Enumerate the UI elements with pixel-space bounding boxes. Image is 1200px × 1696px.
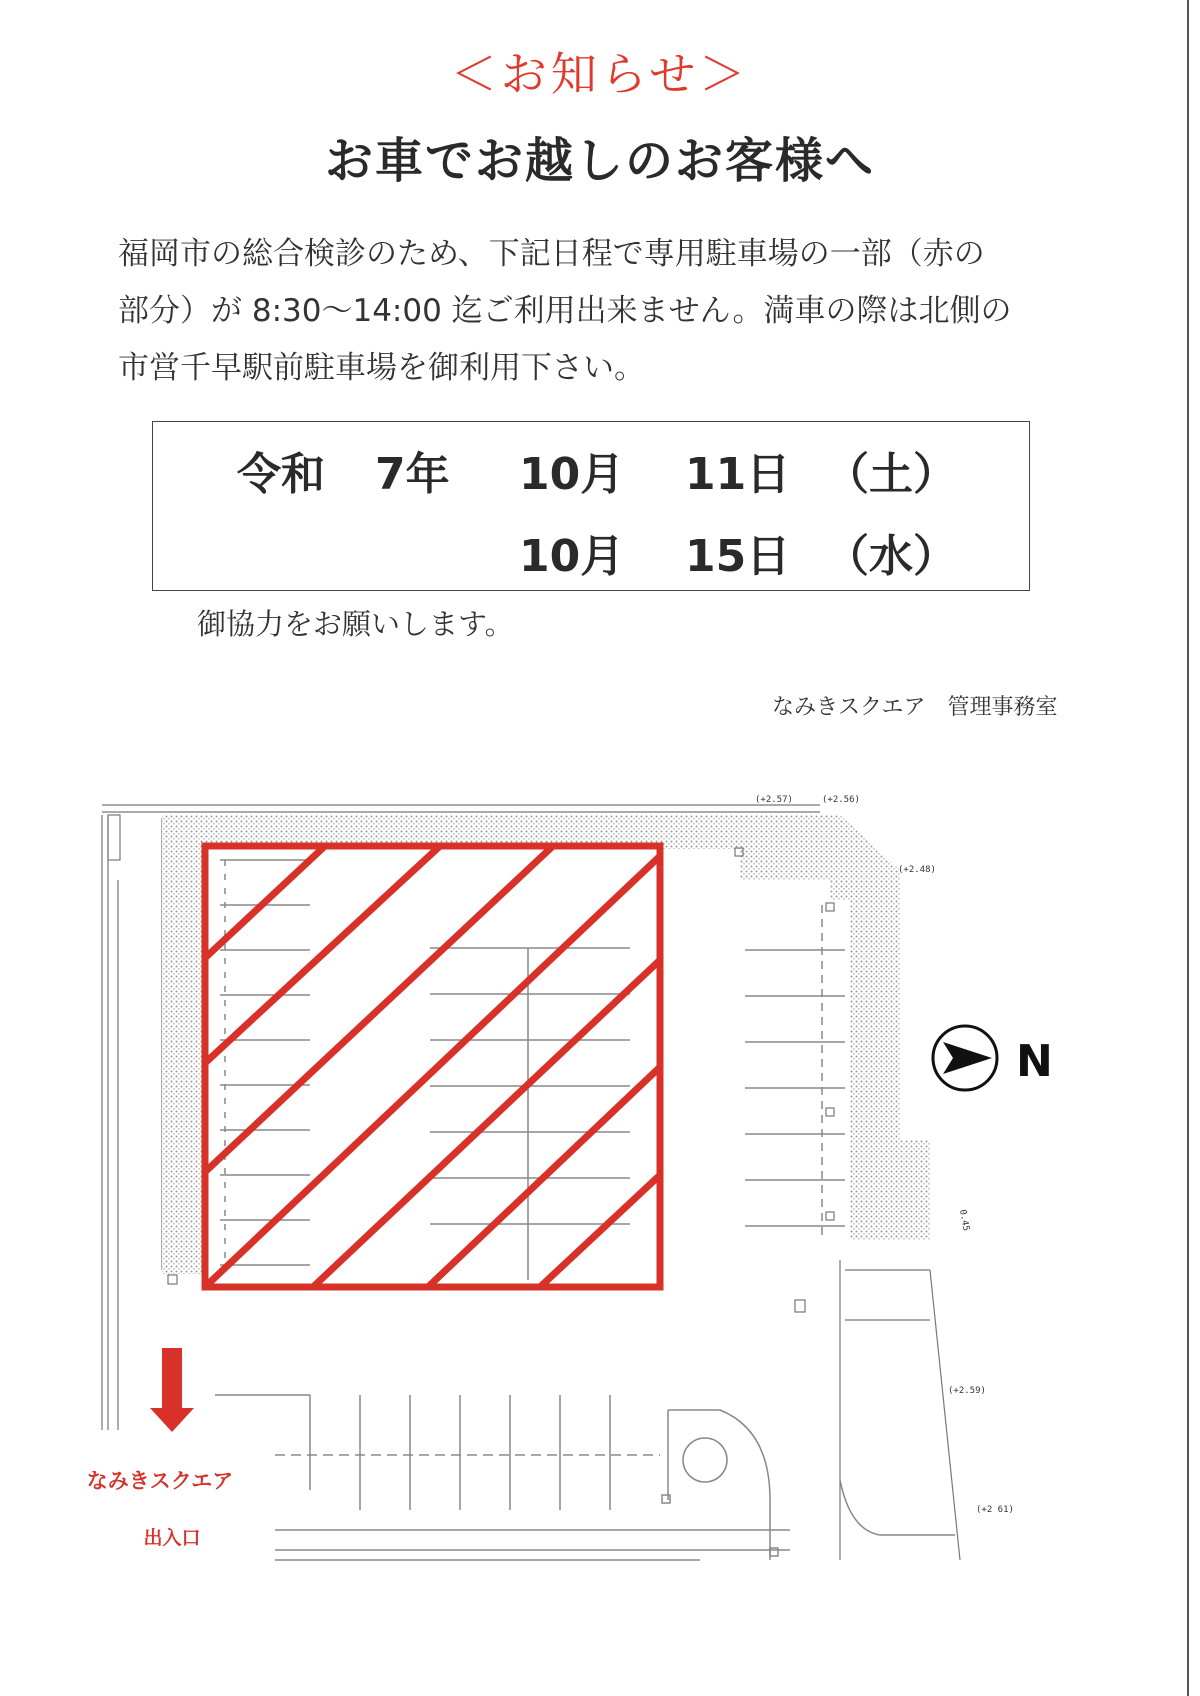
elevation-label: 0.45	[957, 1208, 971, 1232]
date-2-weekday: （水）	[825, 531, 957, 582]
era-label: 令和	[237, 449, 325, 500]
bottom-parking-row	[215, 1395, 955, 1560]
elevation-label: (+2.57)	[755, 795, 793, 805]
notice-body-line: 市営千早駅前駐車場を御利用下さい。	[118, 350, 645, 386]
date-1-month: 10月	[519, 449, 625, 500]
restricted-parking-zone	[205, 846, 660, 1287]
notice-body-line: 部分）が 8:30～14:00 迄ご利用出来ません。満車の際は北側の	[118, 293, 1012, 329]
date-1-day: 11日	[685, 449, 791, 500]
notice-body-line: 福岡市の総合検診のため、下記日程で専用駐車場の一部（赤の	[118, 236, 985, 272]
date-2-month: 10月	[519, 531, 625, 582]
restricted-hatch	[205, 846, 660, 1287]
notice-heading: ＜お知らせ＞	[450, 47, 750, 101]
page-title: お車でお越しのお客様へ	[324, 133, 875, 189]
date-1-weekday: （土）	[825, 449, 957, 500]
north-compass	[933, 1026, 1053, 1090]
side-structures	[168, 848, 960, 1560]
schedule-box	[152, 421, 1030, 591]
date-2-day: 15日	[685, 531, 791, 582]
site-boundary	[102, 805, 820, 1430]
office-signature: なみきスクエア 管理事務室	[772, 695, 1058, 720]
elevation-label: (+2 61)	[976, 1505, 1014, 1515]
entrance-label-sub: 出入口	[143, 1527, 201, 1549]
elevation-label: (+2.59)	[948, 1386, 986, 1396]
elevation-label: (+2.56)	[822, 795, 860, 805]
north-label: N	[1016, 1036, 1053, 1087]
year-label: 7年	[375, 449, 450, 500]
parking-map	[0, 780, 1200, 1600]
thanks-text: 御協力をお願いします。	[197, 607, 514, 641]
elevation-label: (+2.48)	[898, 865, 936, 875]
notice-body	[118, 226, 1078, 397]
planting-strip	[162, 815, 930, 1274]
entrance-label: なみきスクエア	[86, 1469, 234, 1493]
entrance-arrow-icon	[150, 1348, 194, 1432]
